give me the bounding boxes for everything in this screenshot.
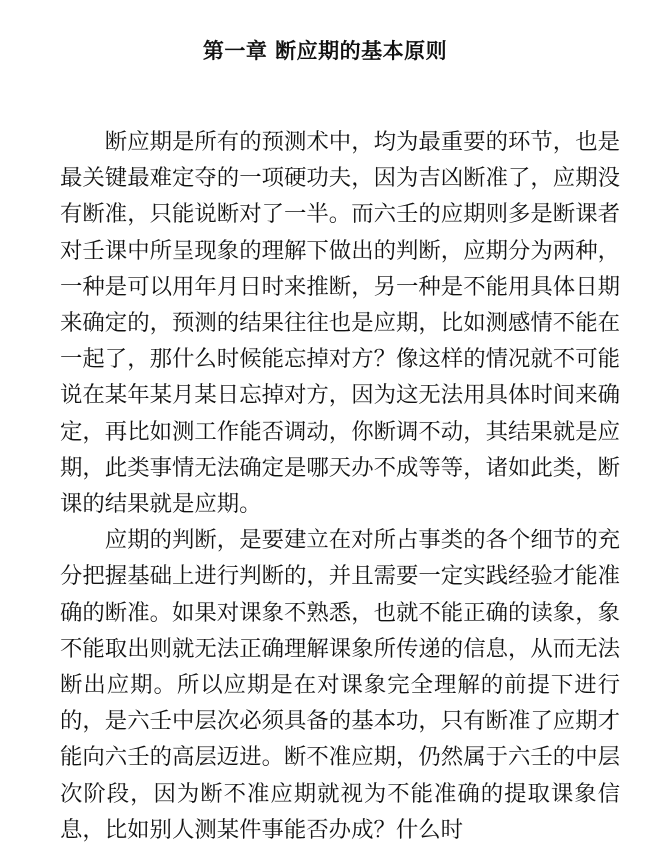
paragraph-1: 断应期是所有的预测术中，均为最重要的环节，也是最关键最难定夺的一项硬功夫，因为吉凶断准了，应期没有断准，只能说断对了一半。而六壬的应期则多是断课者对壬课中所呈现象的理解下做出的判断，应期分为两种，一种是可以用年月日时来推断，另一种是不能用具体日期来确定的，预测的结果往往也是应期，比如测感情不能在一起了，那什么时候能忘掉对方？像这样的情况就不可能说在某年某月某日忘掉对方，因为这无法用具体时间来确定，再比如测工作能否调动，你断调不动，其结果就是应期，此类事情无法确定是哪天办不成等等，诸如此类，断课的结果就是应期。: [60, 129, 620, 518]
paragraph-2: 应期的判断，是要建立在对所占事类的各个细节的充分把握基础上进行判断的，并且需要一定实践经验才能准确的断准。如果对课象不熟悉，也就不能正确的读象，象不能取出则就无法正确理解课象所传递的信息，从而无法断出应期。所以应期是在对课象完全理解的前提下进行的，是六壬中层次必须具备的基本功，只有断准了应期才能向六壬的高层迈进。断不准应期，仍然属于六壬的中层次阶段，因为断不准应期就视为不能准确的提取课象信息，比如别人测某件事能否办成？什么时: [60, 527, 620, 843]
body-text: [60, 124, 620, 848]
chapter-title: 第一章 断应期的基本原则: [202, 39, 448, 64]
